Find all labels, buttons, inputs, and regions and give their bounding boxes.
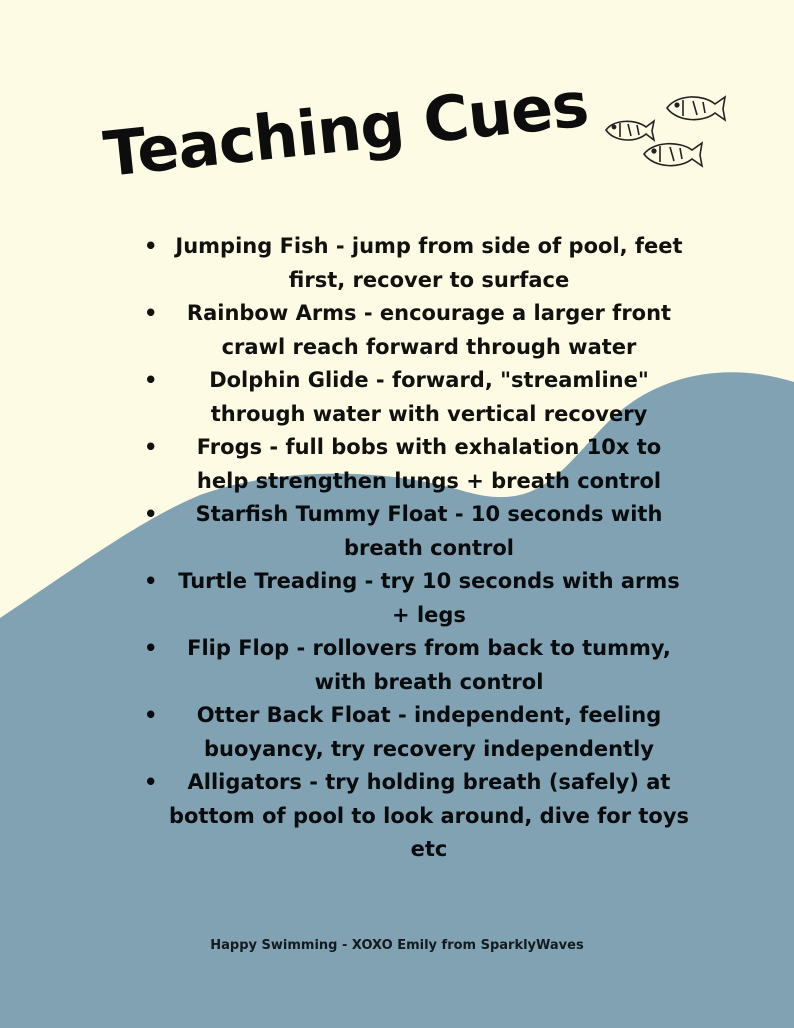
list-item: • Rainbow Arms - encourage a larger front crawl reach forward through water (140, 297, 690, 364)
fish-icon (667, 97, 725, 120)
list-item: • Jumping Fish - jump from side of pool, feet first, recover to surface (140, 230, 690, 297)
list-item: • Alligators - try holding breath (safely) at bottom of pool to look around, dive for toys etc (140, 766, 690, 867)
fish-school-icon (598, 88, 728, 178)
list-item: • Otter Back Float - independent, feeling buoyancy, try recovery independently (140, 699, 690, 766)
fish-icon (606, 121, 654, 140)
list-item: • Turtle Treading - try 10 seconds with arms + legs (140, 565, 690, 632)
fish-icon (644, 143, 702, 166)
list-item: • Dolphin Glide - forward, "streamline" through water with vertical recovery (140, 364, 690, 431)
footer-signature: Happy Swimming - XOXO Emily from SparklyWaves (210, 938, 584, 953)
teaching-cues-list (140, 230, 690, 867)
list-item: • Starfish Tummy Float - 10 seconds with breath control (140, 498, 690, 565)
page-title: Teaching Cues (100, 67, 592, 191)
list-item: • Frogs - full bobs with exhalation 10x to help strengthen lungs + breath control (140, 431, 690, 498)
list-item: • Flip Flop - rollovers from back to tummy, with breath control (140, 632, 690, 699)
